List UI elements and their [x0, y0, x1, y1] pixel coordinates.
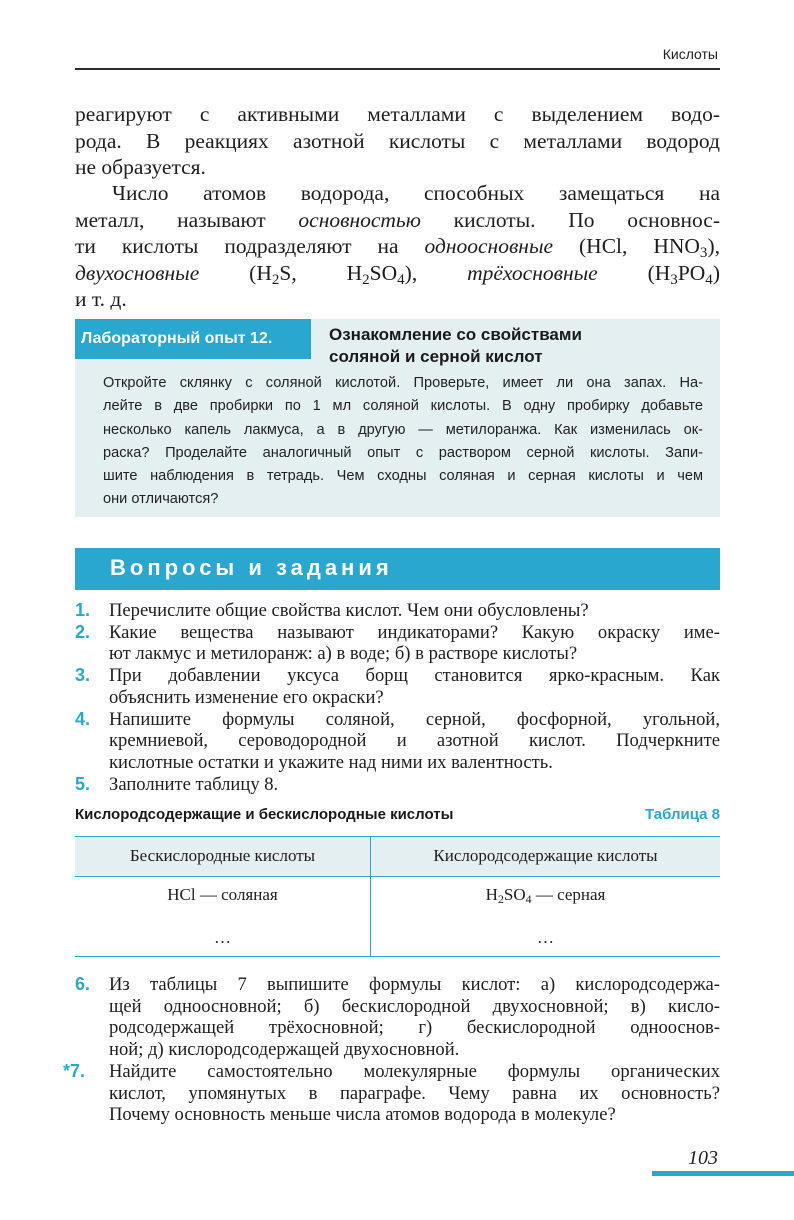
question-item: 2. Какие вещества называют индикаторами? Какую окраску име- ют лакмус и метилоранж: а) в воде; б) в растворе кислоты?	[75, 621, 720, 665]
question-number: 2.	[75, 621, 91, 642]
question-number: 4.	[75, 708, 91, 729]
questions-heading: Вопросы и задания	[110, 555, 393, 580]
text-line: Откройте склянку с соляной кислотой. Проверьте, имеет ли она запах. На-	[103, 375, 703, 391]
question-item: 4. Напишите формулы соляной, серной, фосфорной, угольной, кремниевой, сероводородной и азотной кислот. Подчеркните кислотные остатки и укажите над ними их валентность.	[75, 708, 720, 773]
lab-experiment-title: Ознакомление со свойствами соляной и серной кислот	[329, 325, 582, 366]
text-line: несколько капель лакмуса, а в другую — метилоранжа. Как изменилась ок-	[103, 421, 703, 438]
questions-heading-bar	[75, 548, 720, 590]
table-label: Таблица 8	[644, 806, 720, 823]
table-cell: …	[214, 928, 231, 947]
question-item: *7. Найдите самостоятельно молекулярные формулы органических кислот, упомянутых в параграфе. Чему равна их основность? Почему основность меньше числа атомов водорода в молекуле?	[63, 1060, 720, 1126]
text-line: не образуется.	[75, 155, 206, 179]
question-number: *7.	[63, 1060, 86, 1081]
lab-experiment-box	[75, 319, 720, 517]
footer-accent-bar	[652, 1171, 794, 1176]
table-header-cell: Кислородсодержащие кислоты	[433, 846, 658, 865]
text-line: металл, называют основностью кислоты. По основнос-	[75, 207, 720, 232]
question-item: 5. Заполните таблицу 8.	[75, 773, 279, 795]
text-line: раска? Проделайте аналогичный опыт с раствором серной кислоты. Запи-	[103, 444, 703, 461]
table-border	[75, 956, 720, 957]
header-rule	[75, 68, 720, 70]
text-line: и т. д.	[75, 287, 127, 311]
text-line: ти кислоты подразделяют на одноосновные (HCl, $HNO_3$),	[75, 234, 720, 261]
question-number: 5.	[75, 773, 91, 794]
text-line: Число атомов водорода, способных замещаться на	[112, 181, 720, 205]
question-number: 6.	[75, 974, 91, 994]
page-number: 103	[688, 1147, 718, 1169]
acids-table	[75, 836, 720, 957]
paragraph-basicity	[75, 180, 720, 313]
lab-experiment-tag: Лабораторный опыт 12.	[75, 319, 311, 359]
question-number: 3.	[75, 665, 91, 686]
lab-experiment-text	[103, 372, 703, 512]
table-header-cell: Бескислородные кислоты	[129, 846, 316, 865]
text-line: реагируют с активными металлами с выделением водо-	[75, 102, 720, 126]
text-line: двухосновные ($H_2S$, $H_2SO_4$), трёхосновные $(H_3PO_4)$	[75, 260, 720, 288]
table-caption	[75, 806, 720, 823]
paragraph-continuation	[75, 101, 720, 181]
running-header: Кислоты	[662, 46, 718, 62]
table-title: Кислородсодержащие и бескислородные кислоты	[75, 806, 454, 823]
text-line: лейте в две пробирки по 1 мл соляной кислоты. В одну пробирку добавьте	[103, 398, 703, 415]
text-line: они отличаются?	[103, 491, 219, 508]
table-border	[75, 876, 720, 877]
question-item: 1. Перечислите общие свойства кислот. Чем они обусловлены?	[75, 600, 589, 621]
table-cell: …	[537, 928, 554, 947]
question-item: 3. При добавлении уксуса борщ становится ярко-красным. Как объяснить изменение его окраски?	[75, 665, 720, 708]
question-item: 6. Из таблицы 7 выпишите формулы кислот: а) кислородсодержа- щей одноосновной; б) бескислородной двухосновной; в) кисло- родсодержащей трёхосновной; г) бескислородной однооснов- ной; д) кислородсодержащей двухосновной.	[75, 974, 720, 1061]
table-border	[75, 836, 720, 837]
table-cell: $H_2SO_4$ — серная	[485, 885, 606, 906]
questions-list	[63, 974, 720, 1126]
question-number: 1.	[75, 600, 91, 620]
text-line: рода. В реакциях азотной кислоты с металлами водород	[75, 128, 720, 153]
table-cell: HCl — соляная	[167, 885, 278, 904]
text-line: шите наблюдения в тетрадь. Чем сходны соляная и серная кислоты и чем	[103, 468, 703, 485]
questions-list	[75, 600, 720, 795]
